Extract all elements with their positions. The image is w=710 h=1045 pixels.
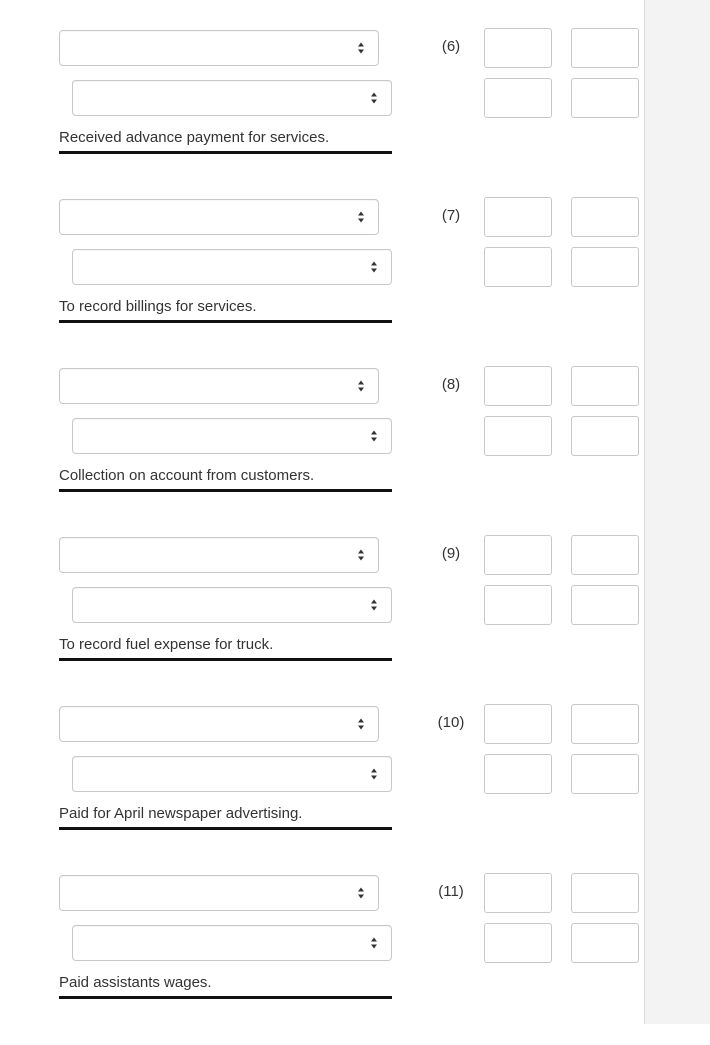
debit-amount-input[interactable] [484, 585, 552, 625]
debit-amount-input[interactable] [484, 366, 552, 406]
credit-amount-input[interactable] [571, 78, 639, 118]
debit-amount-input[interactable] [484, 78, 552, 118]
entry-number: (9) [441, 545, 461, 562]
credit-amount-input[interactable] [571, 535, 639, 575]
debit-amount-input[interactable] [484, 923, 552, 963]
credit-amount-input[interactable] [571, 197, 639, 237]
entry-number: (10) [437, 714, 465, 731]
entry-narration: Paid assistants wages. [59, 974, 392, 999]
sort-caret-icon [358, 381, 365, 392]
credit-account-select[interactable] [72, 756, 392, 792]
debit-amount-input[interactable] [484, 535, 552, 575]
debit-amount-input[interactable] [484, 754, 552, 794]
journal-entry [0, 706, 644, 876]
credit-account-select[interactable] [72, 418, 392, 454]
sort-caret-icon [371, 431, 378, 442]
debit-amount-input[interactable] [484, 704, 552, 744]
sort-caret-icon [358, 550, 365, 561]
sort-caret-icon [358, 43, 365, 54]
debit-amount-input[interactable] [484, 28, 552, 68]
debit-account-select[interactable] [59, 875, 379, 911]
entry-number: (8) [441, 376, 461, 393]
credit-amount-input[interactable] [571, 704, 639, 744]
journal-entry [0, 537, 644, 707]
credit-amount-input[interactable] [571, 416, 639, 456]
debit-account-select[interactable] [59, 199, 379, 235]
entry-number: (11) [438, 883, 464, 900]
entry-narration: To record fuel expense for truck. [59, 636, 392, 661]
credit-amount-input[interactable] [571, 923, 639, 963]
credit-account-select[interactable] [72, 587, 392, 623]
journal-entry [0, 368, 644, 538]
sort-caret-icon [358, 212, 365, 223]
journal-entry [0, 875, 644, 1045]
entry-number: (6) [441, 38, 461, 55]
journal-entry [0, 199, 644, 369]
entry-narration: Received advance payment for services. [59, 129, 392, 154]
debit-account-select[interactable] [59, 706, 379, 742]
debit-account-select[interactable] [59, 30, 379, 66]
credit-amount-input[interactable] [571, 366, 639, 406]
sort-caret-icon [371, 600, 378, 611]
credit-amount-input[interactable] [571, 247, 639, 287]
right-panel-edge [644, 0, 710, 1024]
debit-amount-input[interactable] [484, 197, 552, 237]
credit-amount-input[interactable] [571, 754, 639, 794]
credit-amount-input[interactable] [571, 28, 639, 68]
credit-account-select[interactable] [72, 80, 392, 116]
debit-account-select[interactable] [59, 537, 379, 573]
entry-narration: Paid for April newspaper advertising. [59, 805, 392, 830]
entry-narration: Collection on account from customers. [59, 467, 392, 492]
sort-caret-icon [371, 262, 378, 273]
journal-entry [0, 30, 644, 200]
debit-amount-input[interactable] [484, 247, 552, 287]
sort-caret-icon [371, 769, 378, 780]
debit-amount-input[interactable] [484, 873, 552, 913]
sort-caret-icon [371, 93, 378, 104]
debit-account-select[interactable] [59, 368, 379, 404]
entry-number: (7) [441, 207, 461, 224]
debit-amount-input[interactable] [484, 416, 552, 456]
credit-amount-input[interactable] [571, 585, 639, 625]
sort-caret-icon [371, 938, 378, 949]
credit-amount-input[interactable] [571, 873, 639, 913]
credit-account-select[interactable] [72, 925, 392, 961]
sort-caret-icon [358, 888, 365, 899]
entry-narration: To record billings for services. [59, 298, 392, 323]
credit-account-select[interactable] [72, 249, 392, 285]
sort-caret-icon [358, 719, 365, 730]
